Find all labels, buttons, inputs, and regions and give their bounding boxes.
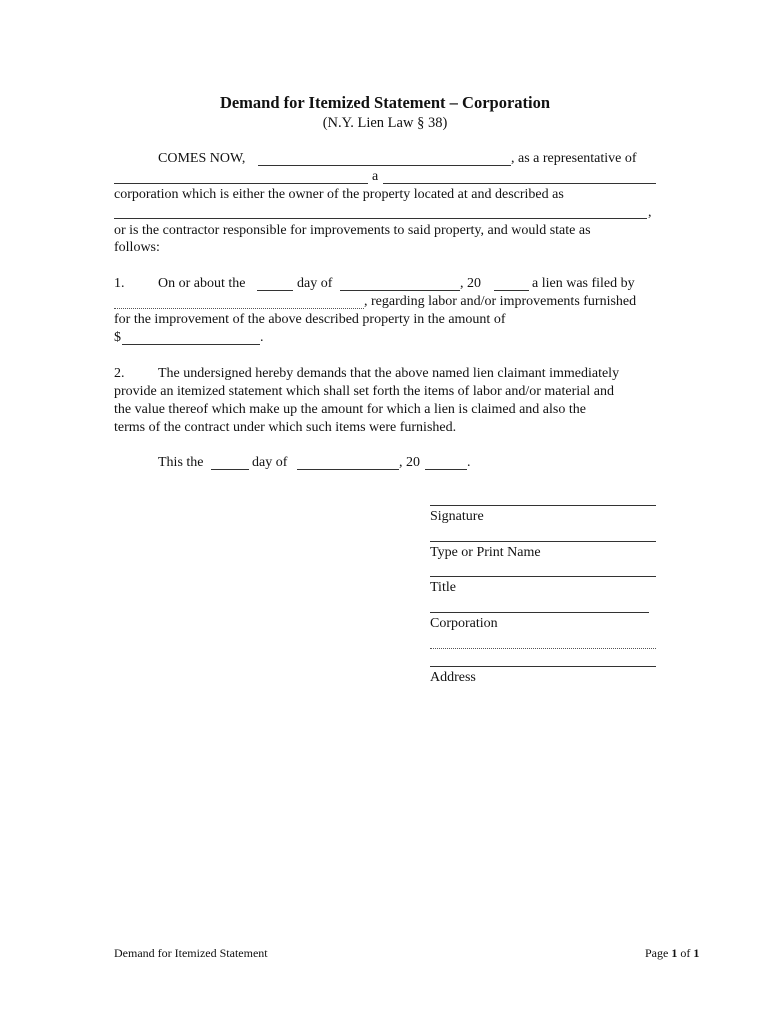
comma-text: , [648, 205, 652, 220]
dated-month-blank[interactable] [297, 469, 399, 470]
corporation-name-blank[interactable] [383, 183, 656, 184]
footer-title: Demand for Itemized Statement [114, 946, 268, 960]
title-label: Title [430, 580, 456, 595]
para1-number: 1. [114, 276, 125, 291]
dated-day-blank[interactable] [211, 469, 249, 470]
para2-line4: terms of the contract under which such items were furnished. [114, 420, 457, 435]
page-of: of [680, 946, 691, 960]
para2-line2: provide an itemized statement which shall set forth the items of labor and/or material and [114, 384, 614, 399]
lien-month-blank[interactable] [340, 290, 460, 291]
corporation-line-field[interactable] [430, 612, 649, 613]
property-description-blank[interactable] [114, 218, 647, 219]
lien-year-blank[interactable] [494, 290, 529, 291]
corporation-label: Corporation [430, 616, 498, 631]
lien-claimant-blank[interactable] [114, 308, 364, 309]
address-line-2[interactable] [430, 666, 656, 667]
address-label: Address [430, 670, 476, 685]
document-title: Demand for Itemized Statement – Corporation [219, 93, 551, 112]
day-of-text: day of [297, 276, 333, 291]
lien-filed-by-text: a lien was filed by [532, 276, 635, 291]
regarding-text: , regarding labor and/or improvements furnished [364, 294, 637, 309]
document-subtitle: (N.Y. Lien Law § 38) [322, 115, 448, 131]
print-name-line[interactable] [430, 541, 656, 542]
dated-day-of-text: day of [252, 455, 288, 470]
representative-name-blank[interactable] [258, 165, 511, 166]
dollar-sign: $ [114, 330, 121, 345]
page-total: 1 [693, 946, 700, 960]
corporation-line: corporation which is either the owner of the property located at and described as [114, 187, 564, 202]
representative-title-blank[interactable] [114, 183, 368, 184]
para2-number: 2. [114, 366, 125, 381]
comes-now-label: COMES NOW, [158, 151, 246, 166]
para2-line1: The undersigned hereby demands that the above named lien claimant immediately [158, 366, 620, 381]
comma-20-text: , 20 [460, 276, 481, 291]
lien-day-blank[interactable] [257, 290, 293, 291]
this-the-text: This the [158, 455, 204, 470]
address-line-1[interactable] [430, 648, 656, 649]
amount-period: . [260, 330, 264, 345]
para2-line3: the value thereof which make up the amount for which a lien is claimed and also the [114, 402, 586, 417]
title-line[interactable] [430, 576, 656, 577]
page-label: Page [645, 946, 669, 960]
dated-comma-20-text: , 20 [399, 455, 420, 470]
contractor-line: or is the contractor responsible for improvements to said property, and would state as [114, 223, 591, 238]
print-name-label: Type or Print Name [430, 545, 541, 560]
page-current: 1 [671, 946, 678, 960]
follows-text: follows: [114, 240, 160, 255]
a-text: a [372, 169, 379, 184]
signature-label: Signature [430, 509, 484, 524]
improvement-line: for the improvement of the above described property in the amount of [114, 312, 506, 327]
on-or-about-text: On or about the [158, 276, 246, 291]
signature-line[interactable] [430, 505, 656, 506]
page-indicator [645, 944, 699, 962]
lien-amount-blank[interactable] [122, 344, 260, 345]
dated-year-blank[interactable] [425, 469, 467, 470]
dated-period: . [467, 455, 471, 470]
as-representative-text: , as a representative of [511, 151, 637, 166]
